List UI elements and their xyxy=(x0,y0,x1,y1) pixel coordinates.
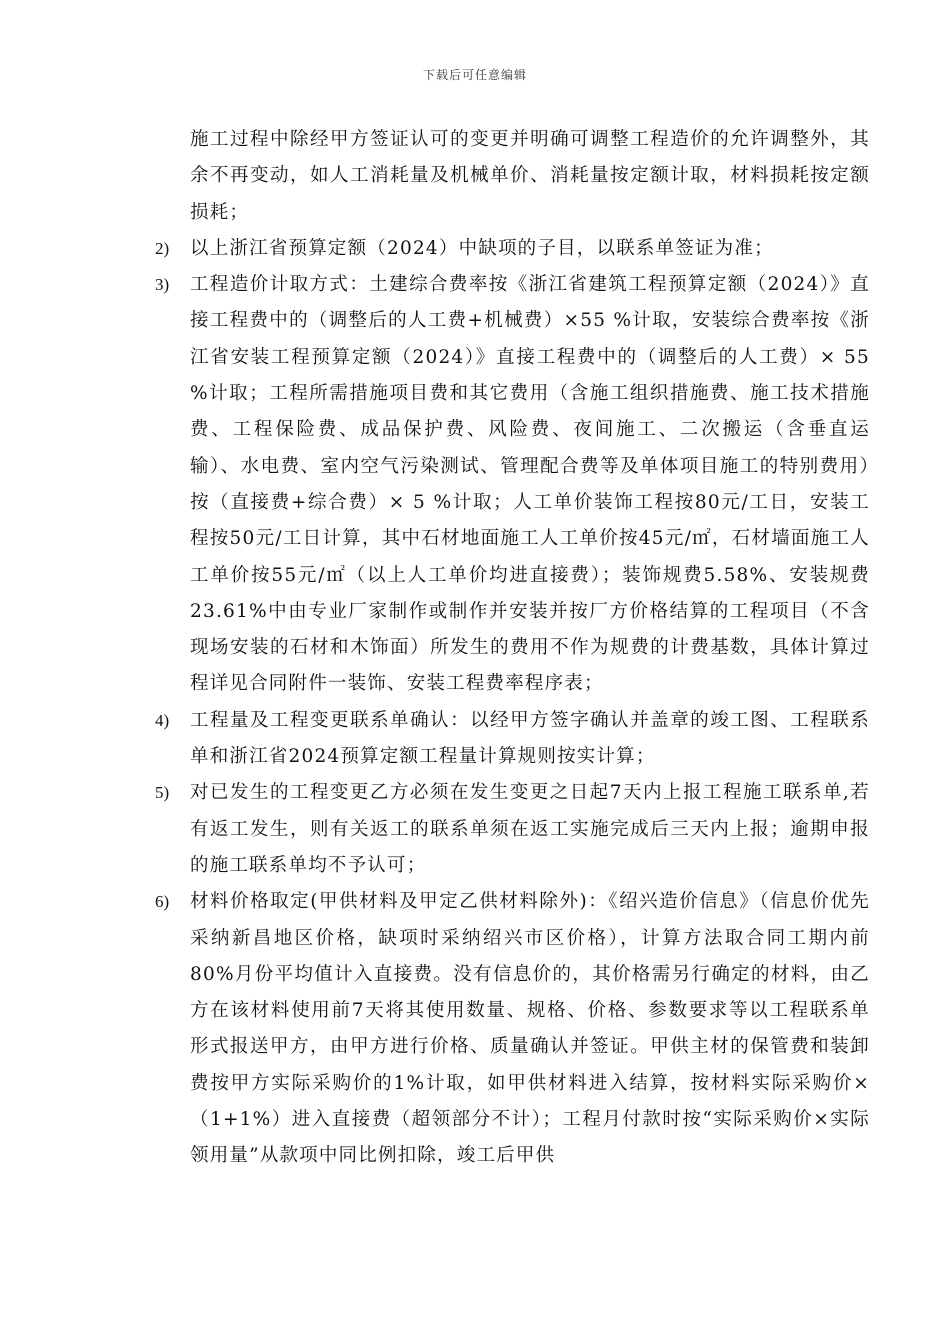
list-item-text: 材料价格取定(甲供材料及甲定乙供材料除外)：《绍兴造价信息》（信息价优先采纳新昌地区价格，缺项时采纳绍兴市区价格），计算方法取合同工期内前80%月份平均值计入直接费。没有信息价的，其价格需另行确定的材料，由乙方在该材料使用前7天将其使用数量、规格、价格、参数要求等以工程联系单形式报送甲方，由甲方进行价格、质量确认并签证。甲供主材的保管费和装卸费按甲方实际采购价的1%计取，如甲供材料进入结算，按材料实际采购价×（1+1%）进入直接费（超领部分不计）；工程月付款时按“实际采购价×实际领用量”从款项中同比例扣除，竣工后甲供 xyxy=(190,891,870,1167)
page-header: 下载后可任意编辑 xyxy=(422,68,527,82)
list-item-number: 4) xyxy=(155,710,170,730)
list-item-4 xyxy=(155,703,870,776)
list-item-2 xyxy=(155,231,870,267)
list-item-number: 3) xyxy=(155,275,170,295)
list-item-text: 对已发生的工程变更乙方必须在发生变更之日起7天内上报工程施工联系单,若有返工发生，则有关返工的联系单须在返工实施完成后三天内上报；逾期申报的施工联系单均不予认可； xyxy=(190,782,870,876)
paragraph-continuation xyxy=(155,122,870,231)
list-item-text: 以上浙江省预算定额（2024）中缺项的子目，以联系单签证为准； xyxy=(190,237,774,259)
list-item-text: 工程造价计取方式：土建综合费率按《浙江省建筑工程预算定额（2024）》直接工程费中的（调整后的人工费+机械费）×55 %计取，安装综合费率按《浙江省安装工程预算定额（2024）》直接工程费中的（调整后的人工费）× 55 %计取；工程所需措施项目费和其它费用（含施工组织措施费、施工技术措施费、工程保险费、成品保护费、风险费、夜间施工、二次搬运（含垂直运输）、水电费、室内空气污染测试、管理配合费等及单体项目施工的特别费用）按（直接费+综合费）× 5 %计取；人工单价装饰工程按80元/工日，安装工程按50元/工日计算，其中石材地面施工人工单价按45元/㎡，石材墙面施工人工单价按55元/㎡（以上人工单价均进直接费）；装饰规费5.58%、安装规费23.61%中由专业厂家制作或制作并安装并按厂方价格结算的工程项目（不含现场安装的石材和木饰面）所发生的费用不作为规费的计费基数，具体计算过程详见合同附件一装饰、安装工程费率程序表； xyxy=(190,274,870,695)
list-item-6 xyxy=(155,884,870,1174)
list-item-3 xyxy=(155,267,870,703)
list-item-5 xyxy=(155,775,870,884)
list-item-number: 5) xyxy=(155,783,170,803)
document-body xyxy=(155,122,870,1175)
list-item-text: 工程量及工程变更联系单确认：以经甲方签字确认并盖章的竣工图、工程联系单和浙江省2024预算定额工程量计算规则按实计算； xyxy=(190,709,870,768)
list-item-number: 2) xyxy=(155,238,170,258)
list-item-number: 6) xyxy=(155,892,170,912)
paragraph-text: 施工过程中除经甲方签证认可的变更并明确可调整工程造价的允许调整外，其余不再变动，如人工消耗量及机械单价、消耗量按定额计取，材料损耗按定额损耗； xyxy=(190,129,870,223)
